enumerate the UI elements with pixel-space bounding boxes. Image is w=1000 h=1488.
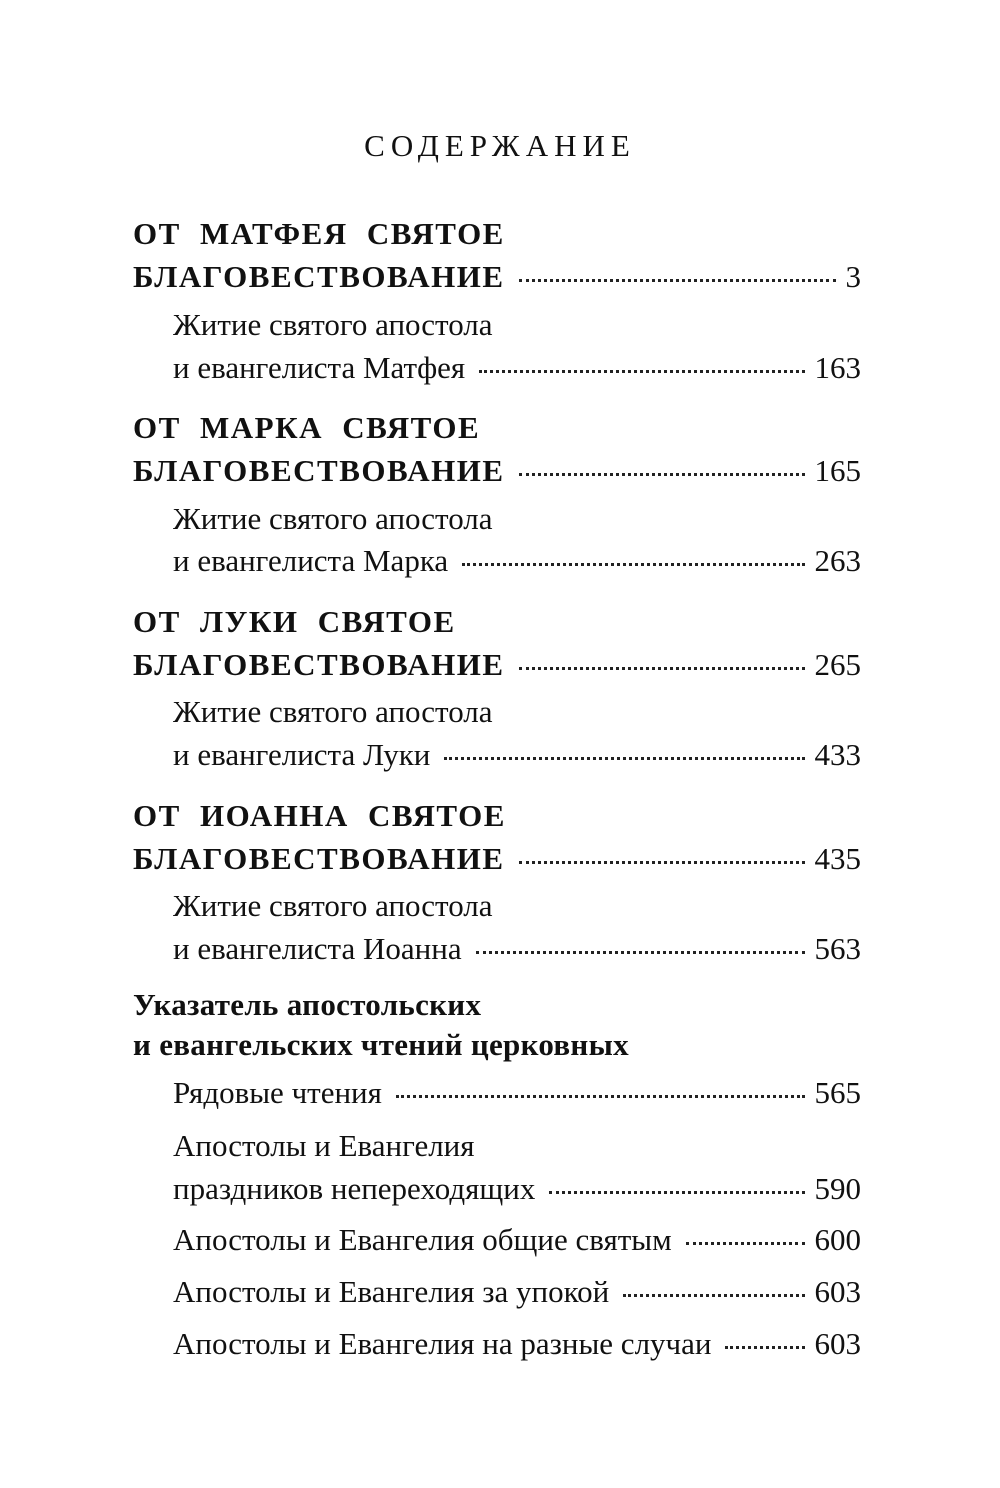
toc-subentry-fixed-feasts[interactable] — [173, 1167, 861, 1211]
dot-leader — [623, 1294, 804, 1297]
dot-leader — [519, 473, 805, 476]
toc-subentry-text: Апостолы и Евангелия за упокой — [173, 1274, 610, 1309]
toc-subentry-ordinary-readings[interactable] — [173, 1071, 861, 1115]
dot-leader — [725, 1346, 804, 1349]
page-number: 600 — [814, 1222, 861, 1257]
toc-heading-text: ОТ МАРКА СВЯТОЕ — [133, 410, 481, 445]
toc-heading-text: Указатель апостольских — [133, 987, 482, 1022]
page-number: 435 — [814, 841, 861, 876]
toc-subentry-text: Житие святого апостола — [173, 307, 493, 342]
toc-subentry-john-life-line1 — [173, 884, 861, 928]
page-title: СОДЕРЖАНИЕ — [364, 128, 636, 163]
dot-leader — [444, 757, 804, 760]
toc-entry-text: БЛАГОВЕСТВОВАНИЕ — [133, 647, 505, 682]
toc-heading-text: и евангельских чтений церковных — [133, 1027, 629, 1062]
toc-heading-mark — [133, 406, 861, 450]
page-number: 565 — [814, 1075, 861, 1110]
toc-subentry-text: и евангелиста Марка — [173, 543, 449, 578]
toc-entry-luke[interactable] — [133, 643, 861, 687]
toc-entry-john[interactable] — [133, 837, 861, 881]
toc-subentry-common-saints[interactable] — [173, 1218, 861, 1262]
toc-subentry-text: и евангелиста Иоанна — [173, 931, 462, 966]
page-number: 590 — [814, 1171, 861, 1206]
toc-subentry-text: и евангелиста Матфея — [173, 350, 466, 385]
toc-subentry-matthew-life-line1 — [173, 303, 861, 347]
page-number: 163 — [814, 350, 861, 385]
page-number: 263 — [814, 543, 861, 578]
toc-heading-text: ОТ ИОАННА СВЯТОЕ — [133, 798, 506, 833]
toc-subentry-mark-life-line1 — [173, 497, 861, 541]
toc-subentry-luke-life-line1 — [173, 690, 861, 734]
dot-leader — [479, 370, 804, 373]
page-number: 265 — [814, 647, 861, 682]
dot-leader — [549, 1191, 804, 1194]
page-number: 433 — [814, 737, 861, 772]
toc-subentry-text: Рядовые чтения — [173, 1075, 382, 1110]
toc-entry-text: БЛАГОВЕСТВОВАНИЕ — [133, 841, 505, 876]
toc-subentry-john-life[interactable] — [173, 927, 861, 971]
toc-heading-index — [133, 983, 861, 1027]
toc-heading-luke — [133, 600, 861, 644]
toc-subentry-luke-life[interactable] — [173, 733, 861, 777]
dot-leader — [686, 1242, 805, 1245]
toc-subentry-text: праздников непереходящих — [173, 1171, 536, 1206]
dot-leader — [396, 1095, 805, 1098]
toc-subentry-departed[interactable] — [173, 1270, 861, 1314]
dot-leader — [519, 667, 805, 670]
dot-leader — [462, 563, 804, 566]
toc-entry-text: БЛАГОВЕСТВОВАНИЕ — [133, 453, 505, 488]
toc-subentry-text: Апостолы и Евангелия — [173, 1128, 475, 1163]
page-number: 603 — [814, 1326, 861, 1361]
toc-subentry-text: Житие святого апостола — [173, 501, 493, 536]
toc-heading-text: ОТ ЛУКИ СВЯТОЕ — [133, 604, 456, 639]
dot-leader — [519, 279, 836, 282]
page-number: 165 — [814, 453, 861, 488]
toc-subentry-text: Житие святого апостола — [173, 694, 493, 729]
toc-heading-matthew — [133, 212, 861, 256]
toc-heading-text: ОТ МАТФЕЯ СВЯТОЕ — [133, 216, 505, 251]
toc-subentry-text: Апостолы и Евангелия общие святым — [173, 1222, 672, 1257]
dot-leader — [519, 861, 805, 864]
toc-subentry-text: и евангелиста Луки — [173, 737, 431, 772]
toc-entry-mark[interactable] — [133, 449, 861, 493]
toc-heading-john — [133, 794, 861, 838]
toc-subentry-various-occasions[interactable] — [173, 1322, 861, 1366]
toc-subentry-mark-life[interactable] — [173, 539, 861, 583]
page-number: 603 — [814, 1274, 861, 1309]
page-number: 563 — [814, 931, 861, 966]
dot-leader — [476, 951, 805, 954]
toc-subentry-matthew-life[interactable] — [173, 346, 861, 390]
toc-subentry-text: Апостолы и Евангелия на разные случаи — [173, 1326, 712, 1361]
toc-subentry-fixed-feasts-line1 — [173, 1124, 861, 1168]
page-number: 3 — [845, 259, 861, 294]
toc-entry-text: БЛАГОВЕСТВОВАНИЕ — [133, 259, 505, 294]
toc-heading-index-line2 — [133, 1023, 861, 1067]
toc-subentry-text: Житие святого апостола — [173, 888, 493, 923]
toc-entry-matthew[interactable] — [133, 255, 861, 299]
